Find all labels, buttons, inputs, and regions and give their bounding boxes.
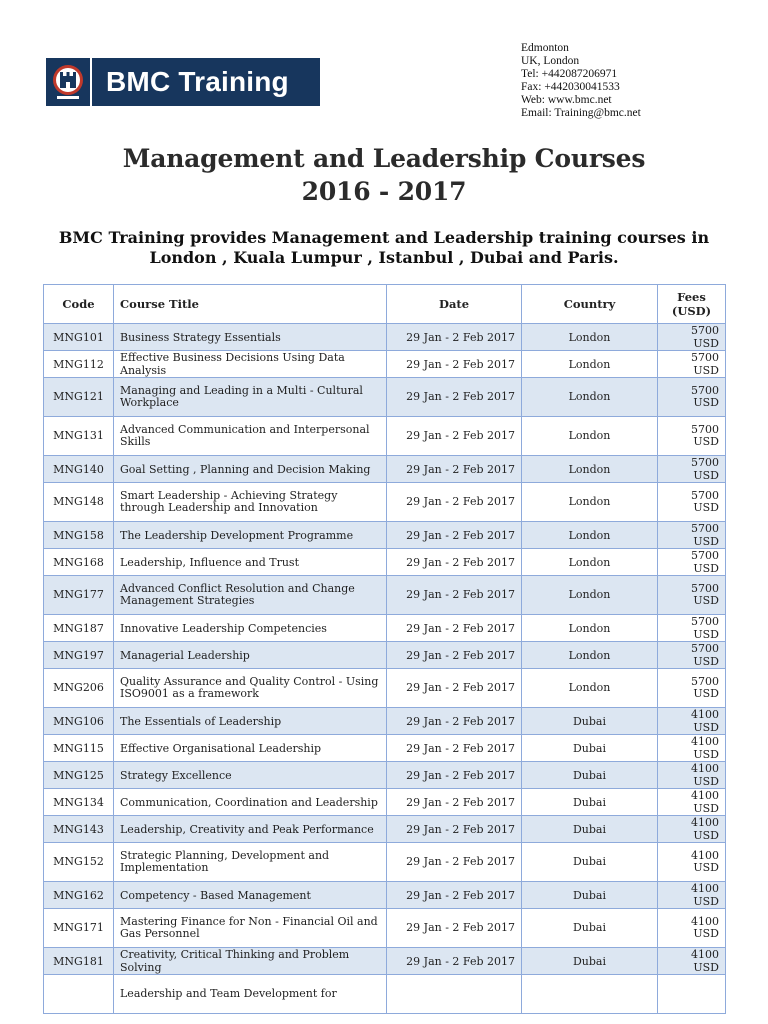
course-fees-cell: 4100 USD — [658, 816, 726, 843]
contact-block — [521, 42, 641, 120]
course-code-cell: MNG121 — [44, 378, 114, 417]
course-title-cell: Advanced Communication and Interpersonal Skills — [114, 417, 387, 456]
course-fees-cell: 4100 USD — [658, 909, 726, 948]
course-title-cell: Leadership and Team Development for — [114, 975, 387, 1014]
course-code-cell: MNG134 — [44, 789, 114, 816]
course-country-cell: London — [522, 417, 658, 456]
course-title-cell: Creativity, Critical Thinking and Problem Solving — [114, 948, 387, 975]
contact-city: Edmonton — [521, 42, 569, 54]
contact-email-link[interactable]: Email: Training@bmc.net — [521, 107, 641, 119]
course-title-cell: Managerial Leadership — [114, 642, 387, 669]
course-country-cell: Dubai — [522, 948, 658, 975]
course-code-cell: MNG140 — [44, 456, 114, 483]
course-code-cell: MNG112 — [44, 351, 114, 378]
course-code-cell — [44, 975, 114, 1014]
course-fees-cell: 5700 USD — [658, 456, 726, 483]
course-country-cell: London — [522, 351, 658, 378]
table-row — [44, 789, 726, 816]
table-row — [44, 324, 726, 351]
course-date-cell: 29 Jan - 2 Feb 2017 — [387, 522, 522, 549]
course-code-cell: MNG148 — [44, 483, 114, 522]
course-code-cell: MNG131 — [44, 417, 114, 456]
course-fees-cell: 4100 USD — [658, 762, 726, 789]
intro-text: BMC Training provides Management and Leadership training courses in London , Kuala Lumpur , Istanbul , Dubai and Paris. — [58, 228, 710, 267]
bmc-logo — [46, 58, 320, 106]
course-code-cell: MNG187 — [44, 615, 114, 642]
course-fees-cell: 4100 USD — [658, 735, 726, 762]
course-code-cell: MNG177 — [44, 576, 114, 615]
table-row — [44, 948, 726, 975]
course-code-cell: MNG171 — [44, 909, 114, 948]
table-row — [44, 576, 726, 615]
course-title-cell: Communication, Coordination and Leadership — [114, 789, 387, 816]
course-title-cell: Leadership, Influence and Trust — [114, 549, 387, 576]
course-title-cell: Effective Business Decisions Using Data Analysis — [114, 351, 387, 378]
table-row — [44, 642, 726, 669]
course-date-cell: 29 Jan - 2 Feb 2017 — [387, 789, 522, 816]
course-country-cell: London — [522, 642, 658, 669]
contact-tel: Tel: +442087206971 — [521, 68, 618, 80]
course-country-cell: London — [522, 456, 658, 483]
course-date-cell: 29 Jan - 2 Feb 2017 — [387, 909, 522, 948]
course-date-cell: 29 Jan - 2 Feb 2017 — [387, 378, 522, 417]
course-title-cell: Quality Assurance and Quality Control - Using ISO9001 as a framework — [114, 669, 387, 708]
course-fees-cell: 5700 USD — [658, 324, 726, 351]
table-row — [44, 975, 726, 1014]
course-country-cell: London — [522, 324, 658, 351]
course-country-cell: Dubai — [522, 762, 658, 789]
course-country-cell: London — [522, 669, 658, 708]
course-title-cell: Goal Setting , Planning and Decision Making — [114, 456, 387, 483]
table-row — [44, 351, 726, 378]
course-date-cell: 29 Jan - 2 Feb 2017 — [387, 417, 522, 456]
course-fees-cell: 5700 USD — [658, 576, 726, 615]
course-title-cell: Competency - Based Management — [114, 882, 387, 909]
logo-text: BMC Training — [106, 66, 289, 97]
course-title-cell: Strategy Excellence — [114, 762, 387, 789]
course-fees-cell: 5700 USD — [658, 378, 726, 417]
course-fees-cell: 5700 USD — [658, 522, 726, 549]
contact-fax: Fax: +442030041533 — [521, 81, 620, 93]
table-row — [44, 522, 726, 549]
course-date-cell: 29 Jan - 2 Feb 2017 — [387, 615, 522, 642]
course-fees-cell: 5700 USD — [658, 615, 726, 642]
table-row — [44, 762, 726, 789]
course-country-cell: London — [522, 549, 658, 576]
header-country: Country — [522, 285, 658, 324]
course-fees-cell: 4100 USD — [658, 882, 726, 909]
course-fees-cell: 5700 USD — [658, 642, 726, 669]
course-date-cell: 29 Jan - 2 Feb 2017 — [387, 351, 522, 378]
course-country-cell: London — [522, 378, 658, 417]
header-course-title: Course Title — [114, 285, 387, 324]
course-title-cell: Leadership, Creativity and Peak Performance — [114, 816, 387, 843]
course-country-cell: London — [522, 483, 658, 522]
castle-emblem-icon — [46, 58, 92, 106]
table-row — [44, 843, 726, 882]
course-code-cell: MNG181 — [44, 948, 114, 975]
course-title-cell: The Leadership Development Programme — [114, 522, 387, 549]
courses-table — [43, 284, 726, 1014]
course-title-cell: Smart Leadership - Achieving Strategy through Leadership and Innovation — [114, 483, 387, 522]
header-code: Code — [44, 285, 114, 324]
course-date-cell: 29 Jan - 2 Feb 2017 — [387, 948, 522, 975]
course-code-cell: MNG197 — [44, 642, 114, 669]
page-title: Management and Leadership Courses — [122, 144, 646, 173]
table-row — [44, 378, 726, 417]
course-date-cell: 29 Jan - 2 Feb 2017 — [387, 882, 522, 909]
course-code-cell: MNG125 — [44, 762, 114, 789]
page-title-years: 2016 - 2017 — [301, 177, 467, 206]
course-country-cell: London — [522, 615, 658, 642]
course-date-cell: 29 Jan - 2 Feb 2017 — [387, 483, 522, 522]
table-row — [44, 816, 726, 843]
course-code-cell: MNG158 — [44, 522, 114, 549]
course-title-cell: Strategic Planning, Development and Implementation — [114, 843, 387, 882]
course-code-cell: MNG152 — [44, 843, 114, 882]
course-code-cell: MNG168 — [44, 549, 114, 576]
course-fees-cell: 4100 USD — [658, 708, 726, 735]
course-country-cell: Dubai — [522, 843, 658, 882]
course-fees-cell: 4100 USD — [658, 789, 726, 816]
course-title-cell: Mastering Finance for Non - Financial Oil and Gas Personnel — [114, 909, 387, 948]
table-row — [44, 669, 726, 708]
course-date-cell: 29 Jan - 2 Feb 2017 — [387, 324, 522, 351]
course-date-cell — [387, 975, 522, 1014]
course-country-cell: Dubai — [522, 816, 658, 843]
table-row — [44, 615, 726, 642]
course-fees-cell: 4100 USD — [658, 843, 726, 882]
course-code-cell: MNG162 — [44, 882, 114, 909]
course-title-cell: Effective Organisational Leadership — [114, 735, 387, 762]
course-country-cell: Dubai — [522, 735, 658, 762]
course-country-cell — [522, 975, 658, 1014]
table-row — [44, 456, 726, 483]
course-fees-cell: 5700 USD — [658, 351, 726, 378]
header-date: Date — [387, 285, 522, 324]
course-date-cell: 29 Jan - 2 Feb 2017 — [387, 762, 522, 789]
table-header-row — [44, 285, 726, 324]
header-fees: Fees (USD) — [658, 285, 726, 324]
table-row — [44, 909, 726, 948]
course-code-cell: MNG106 — [44, 708, 114, 735]
course-date-cell: 29 Jan - 2 Feb 2017 — [387, 576, 522, 615]
course-title-cell: Advanced Conflict Resolution and Change Management Strategies — [114, 576, 387, 615]
course-code-cell: MNG101 — [44, 324, 114, 351]
course-country-cell: London — [522, 576, 658, 615]
course-country-cell: Dubai — [522, 708, 658, 735]
course-fees-cell: 5700 USD — [658, 549, 726, 576]
course-fees-cell — [658, 975, 726, 1014]
table-row — [44, 549, 726, 576]
course-fees-cell: 4100 USD — [658, 948, 726, 975]
course-country-cell: London — [522, 522, 658, 549]
course-title-cell: Managing and Leading in a Multi - Cultural Workplace — [114, 378, 387, 417]
course-date-cell: 29 Jan - 2 Feb 2017 — [387, 669, 522, 708]
contact-web-link[interactable]: Web: www.bmc.net — [521, 94, 612, 106]
table-row — [44, 417, 726, 456]
contact-country: UK, London — [521, 55, 580, 67]
course-date-cell: 29 Jan - 2 Feb 2017 — [387, 708, 522, 735]
course-title-cell: The Essentials of Leadership — [114, 708, 387, 735]
course-date-cell: 29 Jan - 2 Feb 2017 — [387, 456, 522, 483]
course-date-cell: 29 Jan - 2 Feb 2017 — [387, 549, 522, 576]
course-country-cell: Dubai — [522, 909, 658, 948]
course-fees-cell: 5700 USD — [658, 669, 726, 708]
table-row — [44, 483, 726, 522]
course-date-cell: 29 Jan - 2 Feb 2017 — [387, 816, 522, 843]
course-title-cell: Innovative Leadership Competencies — [114, 615, 387, 642]
course-code-cell: MNG143 — [44, 816, 114, 843]
course-fees-cell: 5700 USD — [658, 417, 726, 456]
course-country-cell: Dubai — [522, 789, 658, 816]
table-row — [44, 882, 726, 909]
course-country-cell: Dubai — [522, 882, 658, 909]
course-title-cell: Business Strategy Essentials — [114, 324, 387, 351]
course-code-cell: MNG206 — [44, 669, 114, 708]
course-date-cell: 29 Jan - 2 Feb 2017 — [387, 642, 522, 669]
course-code-cell: MNG115 — [44, 735, 114, 762]
course-date-cell: 29 Jan - 2 Feb 2017 — [387, 843, 522, 882]
course-date-cell: 29 Jan - 2 Feb 2017 — [387, 735, 522, 762]
table-row — [44, 708, 726, 735]
table-row — [44, 735, 726, 762]
course-fees-cell: 5700 USD — [658, 483, 726, 522]
